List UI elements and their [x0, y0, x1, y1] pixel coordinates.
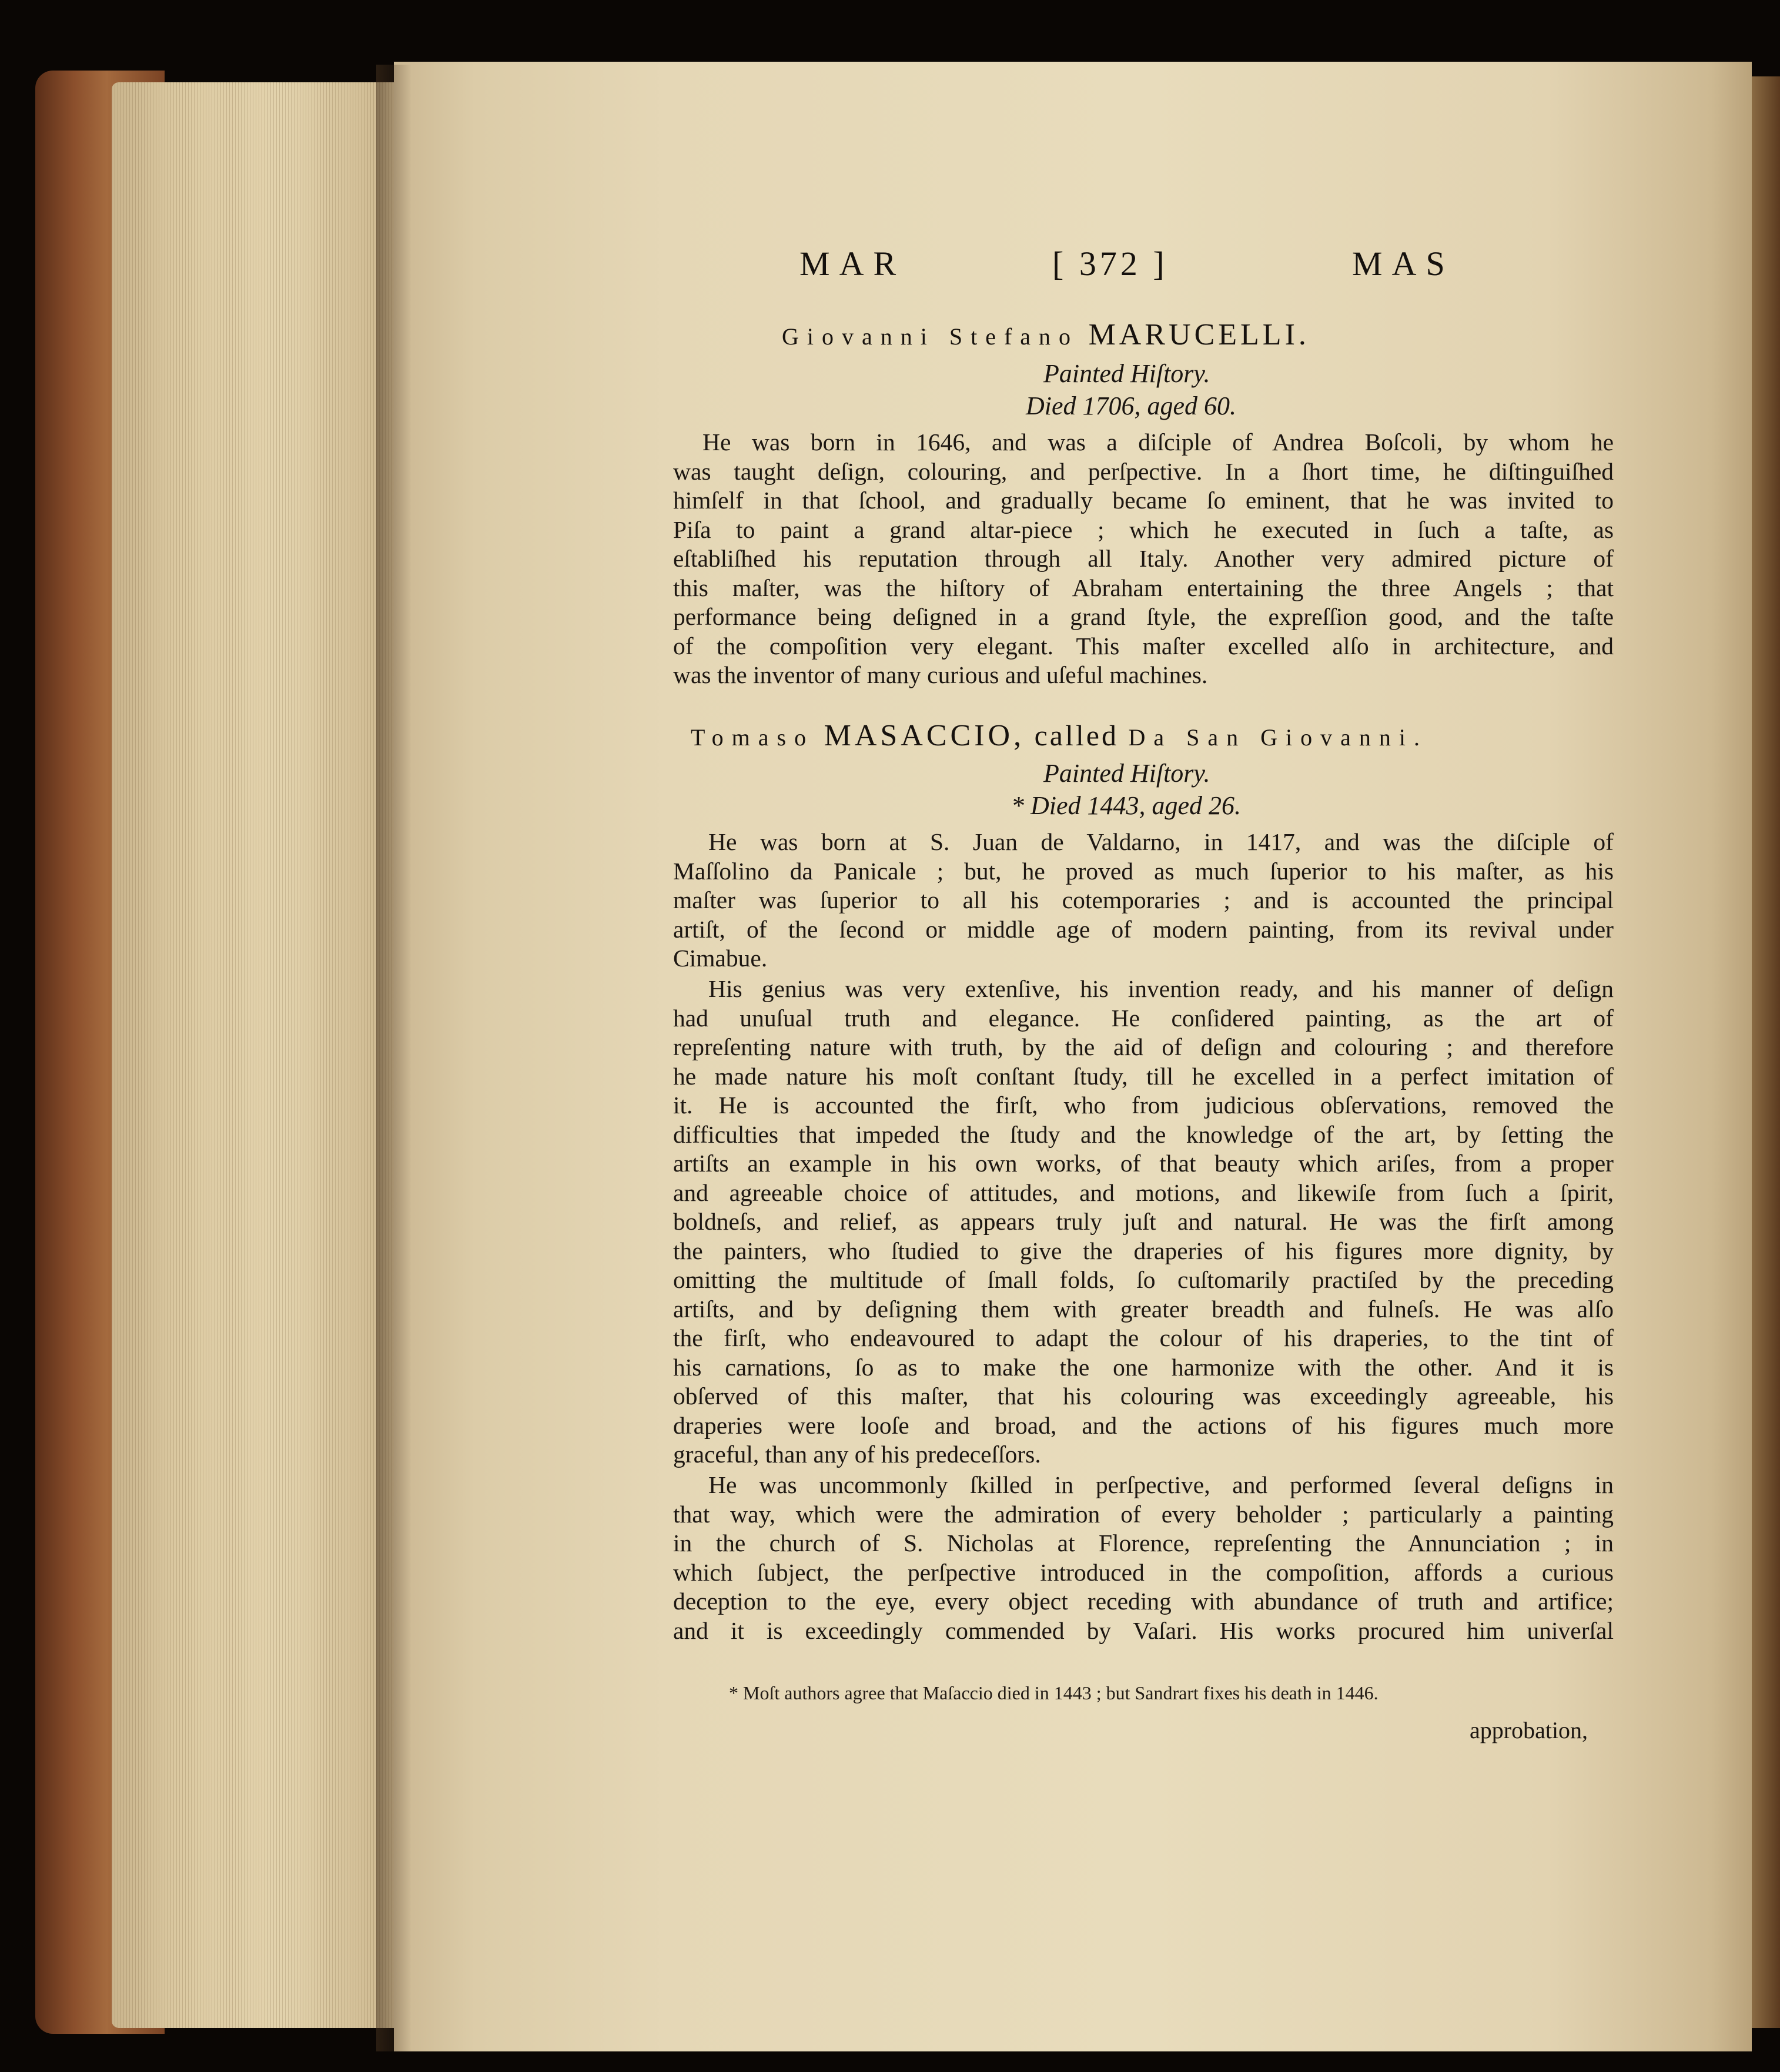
- entry1-line: was the inventor of many curious and uſeful machines.: [673, 661, 1208, 688]
- entry2-line: Cimabue.: [673, 945, 768, 972]
- entry2-line: He was born at S. Juan de Valdarno, in 1417, and was the diſciple of: [708, 828, 1614, 855]
- entry1-subtitle: Painted Hiſtory.: [1043, 359, 1210, 388]
- entry2-line: and agreeable choice of attitudes, and motions, and likewiſe from ſuch a ſpirit,: [673, 1179, 1614, 1206]
- header-right: MAS: [1352, 245, 1454, 283]
- entry2-line: He was uncommonly ſkilled in perſpective, and performed ſeveral deſigns in: [708, 1471, 1614, 1498]
- entry1-line: Piſa to paint a grand altar-piece ; which he executed in ſuch a taſte, as: [673, 516, 1614, 543]
- catchword: approbation,: [1470, 1717, 1588, 1743]
- footnote: * Moſt authors agree that Maſaccio died in 1443 ; but Sandrart fixes his death in 1446.: [729, 1682, 1379, 1703]
- entry2-title: [691, 718, 1428, 753]
- entry2-line: draperies were looſe and broad, and the actions of his figures much more: [673, 1411, 1614, 1439]
- entry2-line: he made nature his moſt conſtant ſtudy, till he excelled in a perfect imitation of: [673, 1062, 1614, 1090]
- entry2-died: * Died 1443, aged 26.: [1011, 791, 1242, 820]
- entry1-name-caps: MARUCELLI.: [1088, 318, 1310, 352]
- entry1-line: was taught deſign, colouring, and perſpective. In a ſhort time, he diſtinguiſhed: [673, 457, 1614, 485]
- entry2-line: which ſubject, the perſpective introduced in the compoſition, affords a curious: [673, 1558, 1614, 1586]
- gutter-shadow: [376, 65, 411, 2051]
- entry2-line: obſerved of this maſter, that his colouring was exceedingly agreeable, his: [673, 1383, 1614, 1410]
- entry2-line: artiſts an example in his own works, of that beauty which ariſes, from a proper: [673, 1150, 1614, 1177]
- entry2-line: artiſts, and by deſigning them with greater breadth and fulneſs. He was alſo: [673, 1295, 1614, 1323]
- entry2-line: boldneſs, and relief, as appears truly juſt and natural. He was the firſt among: [673, 1208, 1614, 1235]
- entry2-line: that way, which were the admiration of every beholder ; particularly a painting: [673, 1500, 1614, 1528]
- entry2-para1: [673, 828, 1614, 973]
- entry2-para2: [673, 975, 1614, 1470]
- page-edges: [112, 82, 394, 2028]
- entry1-line: eſtabliſhed his reputation through all Italy. Another very admired picture of: [673, 545, 1614, 572]
- entry2-para3: [673, 1471, 1614, 1645]
- entry2-line: the painters, who ſtudied to give the draperies of his figures more dignity, by: [673, 1237, 1614, 1264]
- entry2-line: and it is exceedingly commended by Vaſari. His works procured him univerſal: [673, 1616, 1614, 1644]
- entry2-line: in the church of S. Nicholas at Florence, repreſenting the Annunciation ; in: [673, 1529, 1614, 1556]
- entry1-title: [782, 317, 1310, 352]
- entry2-line: artiſt, of the ſecond or middle age of modern painting, from its revival under: [673, 915, 1614, 943]
- header-left: MAR: [799, 245, 906, 283]
- running-header: [676, 244, 1499, 309]
- page-number: [ 372 ]: [1052, 245, 1168, 283]
- entry2-line: omitting the multitude of ſmall folds, ſo cuſtomarily practiſed by the preceding: [673, 1266, 1614, 1293]
- entry2-name-small: Tomaso: [691, 724, 815, 751]
- entry2-line: graceful, than any of his predeceſſors.: [673, 1441, 1041, 1468]
- entry2-subtitle: Painted Hiſtory.: [1043, 759, 1210, 788]
- entry2-line: maſter was ſuperior to all his cotemporaries ; and is accounted the principal: [673, 886, 1614, 913]
- entry2-line: it. He is accounted the firſt, who from judicious obſervations, removed the: [673, 1092, 1614, 1119]
- entry2-line: repreſenting nature with truth, by the aid of deſign and colouring ; and therefore: [673, 1033, 1614, 1060]
- entry1-line: of the compoſition very elegant. This maſter excelled alſo in architecture, and: [673, 632, 1614, 660]
- entry1-name-small: Giovanni Stefano: [782, 323, 1079, 350]
- entry2-name-small2: Da San Giovanni.: [1128, 724, 1428, 751]
- entry2-line: Maſſolino da Panicale ; but, he proved as much ſuperior to his maſter, as his: [673, 857, 1614, 885]
- entry1-line: himſelf in that ſchool, and gradually became ſo eminent, that he was invited to: [673, 487, 1614, 514]
- entry1-line: performance being deſigned in a grand ſtyle, the expreſſion good, and the taſte: [673, 603, 1614, 630]
- entry2-line: the firſt, who endeavoured to adapt the colour of his draperies, to the tint of: [673, 1324, 1614, 1351]
- entry2-line: had unuſual truth and elegance. He conſidered painting, as the art of: [673, 1004, 1614, 1032]
- book-cover-right: [1752, 76, 1780, 2028]
- entry1-line: this maſter, was the hiſtory of Abraham entertaining the three Angels ; that: [673, 574, 1614, 601]
- entry2-name-caps: MASACCIO,: [824, 719, 1025, 752]
- entry2-line: His genius was very extenſive, his invention ready, and his manner of deſign: [708, 975, 1614, 1002]
- entry1-body: [673, 428, 1614, 690]
- entry2-line: deception to the eye, every object receding with abundance of truth and artifice;: [673, 1588, 1614, 1615]
- entry1-died: Died 1706, aged 60.: [1026, 391, 1237, 420]
- entry1-line: He was born in 1646, and was a diſciple of Andrea Boſcoli, by whom he: [702, 429, 1614, 456]
- entry2-line: his carnations, ſo as to make the one harmonize with the other. And it is: [673, 1353, 1614, 1381]
- entry2-line: difficulties that impeded the ſtudy and the knowledge of the art, by ſetting the: [673, 1120, 1614, 1148]
- entry2-name-mid: called: [1034, 719, 1119, 752]
